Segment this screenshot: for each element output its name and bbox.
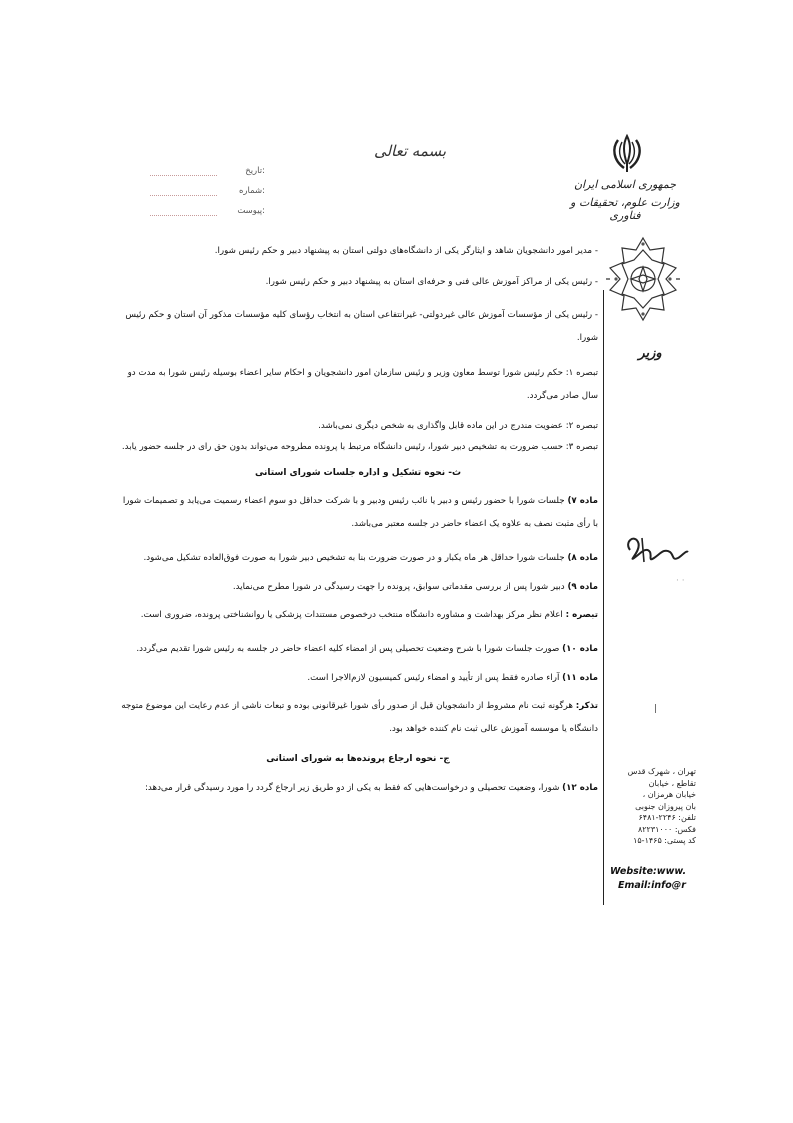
date-line — [150, 175, 217, 176]
article-9-label: ماده ۹) — [567, 582, 598, 592]
article-12-label: ماده ۱۲) — [562, 783, 598, 793]
fax-label: فکس: — [674, 824, 696, 834]
phone-value: ۲۲۴۶-۶۴۸۱ — [638, 813, 676, 822]
decorative-ornament — [606, 236, 680, 322]
article-10 — [118, 638, 598, 661]
republic-name: جمهوری اسلامی ایران — [573, 178, 677, 191]
postal-label: کد پستی: — [664, 836, 696, 845]
address-line-3: خیابان هرمزان ، — [642, 790, 696, 799]
article-11-label: ماده ۱۱) — [562, 673, 598, 683]
date-field — [140, 166, 265, 180]
bismillah-header: بسمه تعالی — [373, 142, 447, 160]
note-article-9 — [118, 604, 598, 627]
phone-label: تلفن: — [678, 813, 696, 822]
number-label: شماره: — [238, 186, 265, 196]
section-heading-meetings: ث- نحوه تشکیل و اداره جلسات شورای استانی — [254, 468, 462, 478]
article-7-text: جلسات شورا با حضور رئیس و دبیر یا نائب رئیس ودبیر و با شرکت حداقل دو سوم اعضاء رسمیت می‌یابد و تصمیمات شورا با رأی مثبت نصف به علاوه یک اعضاء حاضر در جلسه معتبر می‌باشد. — [122, 496, 598, 529]
iran-emblem-logo — [604, 130, 650, 176]
signature-mark — [620, 528, 690, 570]
reminder-text: هرگونه ثبت نام مشروط از دانشجویان قبل از صدور رأی شورا غیرقانونی بوده و تبعات ناشی از عدم رعایت این موضوع متوجه دانشگاه یا موسسه آموزش عالی ثبت نام کننده خواهد بود. — [121, 701, 598, 734]
note-3: تبصره ۳: حسب ضرورت به تشخیص دبیر شورا، رئیس دانشگاه مرتبط با پرونده مطروحه می‌تواند بدون حق رای در جلسه حضور یابد. — [121, 442, 598, 452]
section-heading-referral: ج- نحوه ارجاع پرونده‌ها به شورای استانی — [266, 754, 450, 764]
reminder-label: تذکر: — [575, 701, 598, 711]
tick-mark: | — [654, 704, 658, 714]
fax-line — [606, 824, 696, 836]
address-line-2: تقاطع ، خیابان — [648, 778, 696, 788]
article-8 — [118, 547, 598, 570]
article-8-text: جلسات شورا حداقل هر ماه یکبار و در صورت ضرورت بنا به تشخیص دبیر شورا به صورت فوق‌العاده تشکیل می‌شود. — [143, 553, 568, 563]
note-2: تبصره ۲: عضویت مندرج در این ماده قابل واگذاری به شخص دیگری نمی‌باشد. — [318, 421, 598, 431]
number-field — [140, 186, 265, 200]
address-line-4: بان پیروزان جنوبی — [635, 801, 696, 811]
number-line — [150, 195, 217, 196]
note-text: اعلام نظر مرکز بهداشت و مشاوره دانشگاه منتخب درخصوص مستندات پزشکی یا روانشناختی پرونده، ضروری است. — [140, 610, 566, 620]
date-label: تاریخ: — [245, 166, 265, 176]
phone-line — [606, 812, 696, 824]
address-block — [606, 766, 696, 847]
article-12 — [118, 777, 598, 800]
vertical-divider — [603, 290, 604, 905]
attachment-line — [150, 215, 217, 216]
note-label: تبصره : — [565, 610, 598, 620]
attachment-label: پیوست: — [237, 206, 265, 216]
postal-line — [606, 835, 696, 847]
address-line-1: تهران ، شهرک قدس — [627, 767, 696, 776]
article-9-text: دبیر شورا پس از بررسی مقدماتی سوابق، پرونده را جهت رسیدگی در شورا مطرح می‌نماید. — [232, 582, 568, 592]
article-11 — [118, 672, 598, 684]
article-8-label: ماده ۸) — [567, 553, 598, 563]
list-item-1: - مدیر امور دانشجویان شاهد و ایثارگر یکی از دانشگاه‌های دولتی استان به پیشنهاد دبیر و حکم رئیس شورا. — [214, 246, 598, 256]
email-link[interactable]: Email:info@r — [618, 880, 686, 891]
article-7 — [118, 490, 598, 536]
note-1: تبصره ۱: حکم رئیس شورا توسط معاون وزیر و رئیس سازمان امور دانشجویان و احکام سایر اعضاء بوسیله رئیس شورا به مدت دو سال صادر می‌گردد. — [127, 368, 598, 401]
scan-smudge: · · — [676, 576, 685, 586]
article-7-label: ماده ۷) — [567, 496, 598, 506]
document-body — [118, 238, 598, 800]
fax-value: ۸۲۲۳۱۰۰۰ — [637, 824, 673, 834]
article-9 — [118, 581, 598, 593]
postal-value: ۱۴۶۵-۱۵ — [633, 836, 662, 845]
list-item-3: - رئیس یکی از مؤسسات آموزش عالی غیردولتی- غیرانتفاعی استان به انتخاب رؤسای کلیه مؤسسات مذکور آن استان و حکم رئیس شورا. — [125, 310, 598, 343]
minister-title: وزیر — [638, 346, 662, 361]
article-10-label: ماده ۱۰) — [562, 644, 598, 654]
website-link[interactable]: Website:www. — [610, 866, 687, 877]
article-10-text: صورت جلسات شورا با شرح وضعیت تحصیلی پس از امضاء کلیه اعضاء حاضر در جلسه به رئیس شورا تقدیم می‌گردد. — [136, 644, 563, 654]
article-11-text: آراء صادره فقط پس از تأیید و امضاء رئیس کمیسیون لازم‌الاجرا است. — [307, 673, 563, 683]
ministry-name: وزارت علوم، تحقیقات و فناوری — [570, 196, 680, 222]
attachment-field — [140, 206, 265, 220]
reminder — [118, 695, 598, 741]
article-12-text: شورا، وضعیت تحصیلی و درخواست‌هایی که فقط به یکی از دو طریق زیر ارجاع گردد را مورد رسیدگی قرار می‌دهد: — [145, 783, 563, 793]
list-item-2: - رئیس یکی از مراکز آموزش عالی فنی و حرفه‌ای استان به پیشنهاد دبیر و حکم رئیس شورا. — [265, 277, 598, 287]
